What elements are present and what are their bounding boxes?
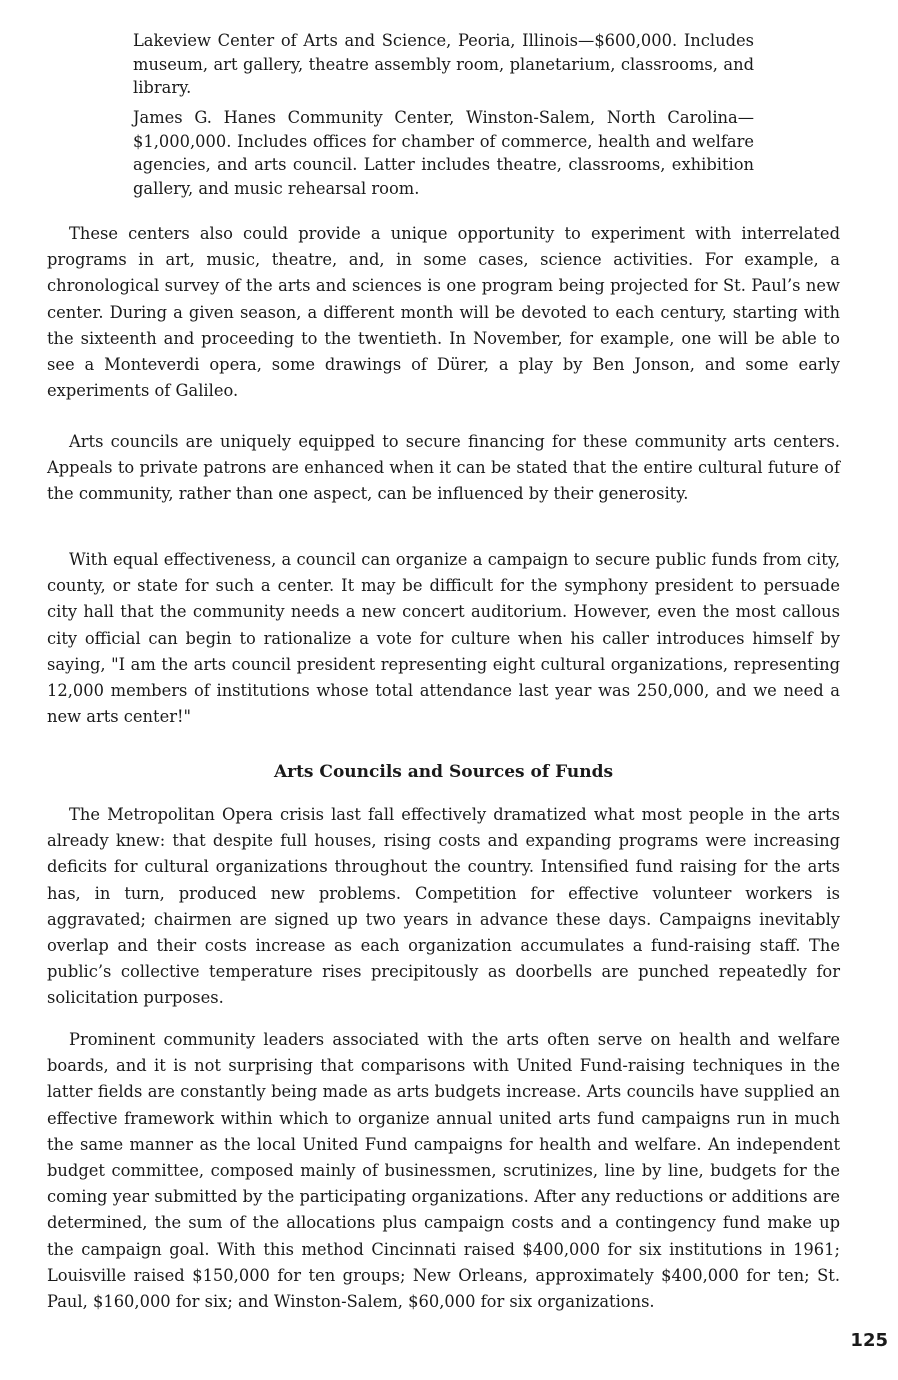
center-listing-lakeview: Lakeview Center of Arts and Science, Peoria, Illinois—$600,000. Includes museum, art gallery, theatre assembly room, planetarium, classrooms, and library.: [133, 31, 754, 97]
body-paragraph: The Metropolitan Opera crisis last fall effectively dramatized what most people in the arts already knew: that despite full houses, rising costs and expanding programs were increasing deficits for cultural organizations throughout the country. Intensified fund raising for the arts has, in turn, produced new problems. Competition for effective volunteer workers is aggravated; chairmen are signed up two years in advance these days. Campaigns inevitably overlap and their costs increase as each organization accumulates a fund-raising staff. The public’s collective temperature rises precipitously as doorbells are punched repeatedly for solicitation purposes.: [47, 805, 840, 1008]
body-paragraph: These centers also could provide a unique opportunity to experiment with interrelated programs in art, music, theatre, and, in some cases, science activities. For example, a chronological survey of the arts and sciences is one program being projected for St. Paul’s new center. During a given season, a different month will be devoted to each century, starting with the sixteenth and proceeding to the twentieth. In November, for example, one will be able to see a Monteverdi opera, some drawings of Dürer, a play by Ben Jonson, and some early experiments of Galileo.: [47, 224, 840, 401]
body-paragraph: Prominent community leaders associated with the arts often serve on health and welfare boards, and it is not surprising that comparisons with United Fund-raising techniques in the latter fields are constantly being made as arts budgets increase. Arts councils have supplied an effective framework within which to organize annual united arts fund campaigns run in much the same manner as the local United Fund campaigns for health and welfare. An independent budget committee, composed mainly of businessmen, scrutinizes, line by line, budgets for the coming year submitted by the participating organizations. After any reductions or additions are determined, the sum of the allocations plus campaign costs and a contingency fund make up the campaign goal. With this method Cincinnati raised $400,000 for six institutions in 1961; Louisville raised $150,000 for ten groups; New Orleans, approximately $400,000 for ten; St. Paul, $160,000 for six; and Winston-Salem, $60,000 for six organizations.: [47, 1030, 840, 1312]
center-listing-hanes: James G. Hanes Community Center, Winston-Salem, North Carolina—$1,000,000. Includes offices for chamber of commerce, health and welfare agencies, and arts council. Latter includes theatre, classrooms, exhibition gallery, and music rehearsal room.: [133, 108, 754, 198]
section-heading: Arts Councils and Sources of Funds: [273, 762, 614, 782]
body-paragraph: Arts councils are uniquely equipped to secure financing for these community arts centers. Appeals to private patrons are enhanced when it can be stated that the entire cultural future of the community, rather than one aspect, can be influenced by their generosity.: [47, 432, 840, 504]
body-paragraph: With equal effectiveness, a council can organize a campaign to secure public funds from city, county, or state for such a center. It may be difficult for the symphony president to persuade city hall that the community needs a new concert auditorium. However, even the most callous city official can begin to rationalize a vote for culture when his caller introduces himself by saying, "I am the arts council president representing eight cultural organizations, representing 12,000 members of institutions whose total attendance last year was 250,000, and we need a new arts center!": [47, 550, 840, 727]
page-number: 125: [850, 1330, 888, 1351]
